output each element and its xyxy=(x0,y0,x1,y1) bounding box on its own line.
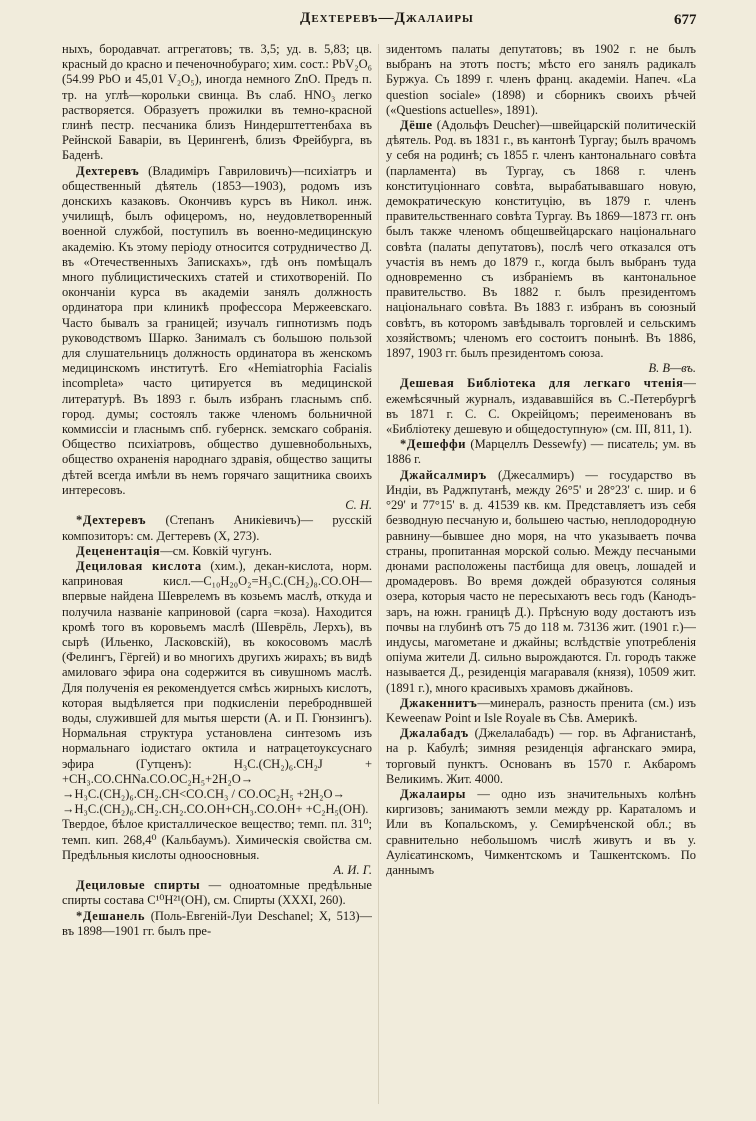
entry-deucher xyxy=(386,118,696,376)
headword: Джакеннитъ xyxy=(400,695,478,710)
entry-text: (Джелалабадъ) — гор. въ Афганистанѣ, на р. Кабулѣ; зимняя резиденція афганскаго эмира, торговый пунктъ. Основанъ въ 1570 г. Акбаромъ Великимъ. Жит. 4000. xyxy=(386,726,696,786)
entry-dekhterev-stepan xyxy=(62,513,372,543)
entry-text: зидентомъ палаты депутатовъ; въ 1902 г. не былъ выбранъ на этотъ постъ; мѣсто его занялъ радикалъ Буржуа. Съ 1899 г. членъ франц. академіи. Напеч. «La question sociale» (1898) и сборникъ своихъ рѣчей («Questions actuelles», 1891). xyxy=(386,42,696,117)
entry-text: — одно изъ значительныхъ колѣнъ киргизовъ; занимаютъ земли между рр. Караталомъ и Или въ Копальскомъ, у. Семирѣченской обл.; въ сравнительно небольшомъ числѣ живутъ и въ у. Аулієатинскомъ, Чимкентскомъ и Ташкентскомъ. По даннымъ xyxy=(386,786,696,877)
entry-text: — одноатомные предѣльные спирты состава C¹⁰H²¹(OH), см. Спирты (XXXI, 260). xyxy=(62,878,372,908)
entry-deschanel xyxy=(62,909,372,939)
headword: Дешевая Библіотека для легкаго чтенія xyxy=(400,376,684,391)
headword: Джайсалмиръ xyxy=(400,467,487,482)
entry-text: —минералъ, разность пренита (см.) изъ Keweenaw Point и Isle Royale въ Сѣв. Америкѣ. xyxy=(386,695,696,725)
entry-text: (Степанъ Аникіевичъ)— русскій композиторъ: см. Дегтеревъ (Х, 273). xyxy=(62,513,372,543)
entry-text: —см. Ковкій чугунъ. xyxy=(160,543,272,558)
headword: Дециловая кислота xyxy=(76,558,202,573)
headword: Дёше xyxy=(400,118,433,133)
entry-text: (Джесалмиръ) — государство въ Индіи, въ Раджпутанѣ, между 26°5' и 28°23' с. шир. и 6 °29' и 77°15' в. д. 41539 кв. км. Представляетъ изъ себя безводную песчаную и, большею частью, неплодородную равнину—бывшее дно моря, на что указываетъ почва страны, пропитанная морской солью. Между песчаными дюнами расположены пастбища для овецъ, лошадей и дромадеровъ. Во время дождей образуются соляныя озера, которыя часто не пересыхаютъ весь годъ (Канодъ-заръ, на южн. границѣ Д.). Прѣсную воду достаютъ изъ почвы на глубинѣ отъ 75 до 118 м. 73136 жит. (1901 г.)—индусы, магометане и джайны; вслѣдствіе употребленія опіума жители Д. сильно вырождаются. Гл. городъ также называется Д., резиденція магараваля (князя), 10509 жит. (1891 г.), много красивыхъ храмовъ джайновъ. xyxy=(386,467,696,695)
entry-text: (хим.), декан-кислота, норм. каприновая кисл.—C₁₀H₂₀O₂=H₃C.(CH₂)₈.CO.OH—впервые найдена Шеврелемъ въ козьемъ маслѣ, откуда и получила названіе каприновой (capra =коза). Находится кромѣ того въ коровьемъ маслѣ (Шеврёль, Лерхъ), въ сырѣ (Ильенко, Ласковскій), въ кокосовомъ маслѣ (Фелингъ, Гёргей) и во многихъ другихъ жирахъ; въ видѣ амиловаго эфира она содержится въ сивушномъ маслѣ. Для полученія ея рекомендуется смѣсь жирныхъ кислотъ, которая выдѣляется при подкисленіи переброднвшей воды, служившей для мытья шерсти (А. и П. Гюнзингъ). Нормальная структура установлена синтезомъ изъ нормальнаго іодистаго октила и натрацетоуксуснаго эфира (Гутценъ): H₃C.(CH₂)₆.CH₂J + +CH₃.CO.CHNa.CO.OC₂H₅+2H₂O→ xyxy=(62,558,372,786)
entry-text: (Адольфъ Deucher)—швейцарскій политическій дѣятель. Род. въ 1831 г., въ кантонѣ Тургау; былъ врачомъ у себя на родинѣ; съ 1855 г. членъ кантональнаго совѣта (парламента) въ Тургау, съ 1868 г. членъ конституціоннаго совѣта, вырабатывавшаго новую, демократическую конституцію, въ 1879 г. членъ правительственнаго совѣта Тургау. Въ 1869—1873 гг. онъ былъ также членомъ общешвейцарскаго національнаго совѣта (палаты депутатовъ), послѣ чего отказался отъ участія въ немъ до 1879 г., когда былъ выбранъ туда одновременно съ избраніемъ въ кантональное правительство. Въ 1882 г. былъ президентомъ національнаго совѣта. Въ 1883 г. избранъ въ союзный совѣтъ, въ которомъ завѣдывалъ торговлей и сельскимъ хозяйствомъ; членомъ его состоитъ понынѣ. Въ 1886, 1897, 1903 гг. былъ президентомъ союза. xyxy=(386,118,696,361)
headword: Дециловые спирты xyxy=(76,878,201,893)
entry-continuation xyxy=(386,42,696,118)
right-column xyxy=(386,42,696,1107)
headword: *Дехтеревъ xyxy=(76,513,147,528)
entry-jalalabad xyxy=(386,726,696,787)
entry-text: (Поль-Евгеній-Луи Deschanel; Х, 513)—въ 1898—1901 гг. былъ пре- xyxy=(62,908,372,938)
entry-decementation xyxy=(62,544,372,559)
entry-jalairs xyxy=(386,787,696,878)
entry-cheap-library xyxy=(386,376,696,437)
headword: Деценентація xyxy=(76,543,161,558)
headword: Джалабадъ xyxy=(400,726,469,741)
headword: *Дешеффи xyxy=(400,437,467,452)
entry-text: (Владиміръ Гавриловичъ)—психіатръ и общественный дѣятель (1853—1903), родомъ изъ донскихъ казаковъ. Окончивъ курсъ въ Никол. инж. училищѣ, былъ офицеромъ, но, неудовлетворенный военной службой, поступилъ въ военно-медицинскую академію. Къ этому періоду относится сотрудничество Д. въ «Отечественныхъ Запискахъ», гдѣ онъ помѣщалъ много публицистическихъ статей и стихотвореній. По окончаніи курса въ академіи занялъ должность ординатора при клиникѣ профессора Мержеевскаго. Часто бывалъ за границей; изучалъ гипнотизмъ подъ руководствомъ Шарко. Занималъ съ большою пользой для слушательницъ должность ординатора въ женскомъ медицинскомъ институтѣ. Его «Hemiatrophia Facialis incompleta» часто цитируется въ медицинской литературѣ. Въ 1893 г. былъ избранъ гласнымъ спб. город. думы; состоялъ также членомъ больничной коммиссіи и гласнымъ спб. губернск. земскаго собранія. Общество психіатровъ, общество душевнобольныхъ, общество охраненія народнаго здравія, общество защиты дѣтей всегда имѣли въ немъ горячаго защитника своихъ интересовъ. xyxy=(62,163,372,497)
entry-decyl-acid xyxy=(62,559,372,878)
author-signature: С. Н. xyxy=(345,498,372,513)
entry-jaisalmer xyxy=(386,468,696,696)
column-divider xyxy=(378,44,379,1104)
entry-dessewffy xyxy=(386,437,696,467)
chemical-formula: →H₃C.(CH₂)₆.CH₂.CH₂.CO.OH+CH₃.CO.OH+ +C₂H₅(OH). xyxy=(62,802,369,817)
entry-jacksonite xyxy=(386,696,696,726)
entry-dekhterev-vladimir xyxy=(62,164,372,514)
running-title: Дехтеревъ—Джалаиры xyxy=(300,10,474,26)
headword: Дехтеревъ xyxy=(76,163,140,178)
author-signature: А. И. Г. xyxy=(333,862,372,877)
entry-continuation xyxy=(62,42,372,164)
entry-decyl-alcohols xyxy=(62,878,372,908)
page-number: 677 xyxy=(674,12,697,28)
entry-text: ныхъ, бородавчат. аггрегатовъ; тв. 3,5; уд. в. 5,83; цв. красный до красно и печеночнобураго; хим. сост.: PbV₂O₆ (54.99 PbO и 45,01 V₂O₅), иногда немного ZnO. Предъ п. тр. на углѣ—корольки свинца. Въ слаб. HNO₃ легко растворяется. Образуетъ прожилки въ темно-красной глинѣ пестр. песчаника близъ Ниндерштеттенбаха въ Рейнской Баваріи, въ Церингенѣ, близъ Фрейбурга, въ Баденѣ. xyxy=(62,42,372,163)
entry-text: (Марцеллъ Dessewfy) — писатель; ум. въ 1886 г. xyxy=(386,437,696,467)
entry-text: Твердое, бѣлое кристаллическое вещество; темп. пл. 31⁰; темп. кип. 268,4⁰ (Кальбаумъ). Химическія свойства см. Предѣльныя кислоты одноосновныя. xyxy=(62,817,372,862)
headword: *Дешанель xyxy=(76,908,146,923)
left-column xyxy=(62,42,372,1107)
author-signature: В. В—въ. xyxy=(648,361,696,376)
entry-text: —ежемѣсячный журналъ, издававшійся въ С.-Петербургѣ въ 1871 г. С. С. Окреійцомъ; переименованъ въ «Библіотеку дешевую и общедоступную» (см. III, 811, 1). xyxy=(386,376,696,437)
chemical-formula: →H₃C.(CH₂)₆.CH₂.CH<CO.CH₃ / CO.OC₂H₅ +2H₂O→ xyxy=(62,786,346,801)
headword: Джалаиры xyxy=(400,786,466,801)
